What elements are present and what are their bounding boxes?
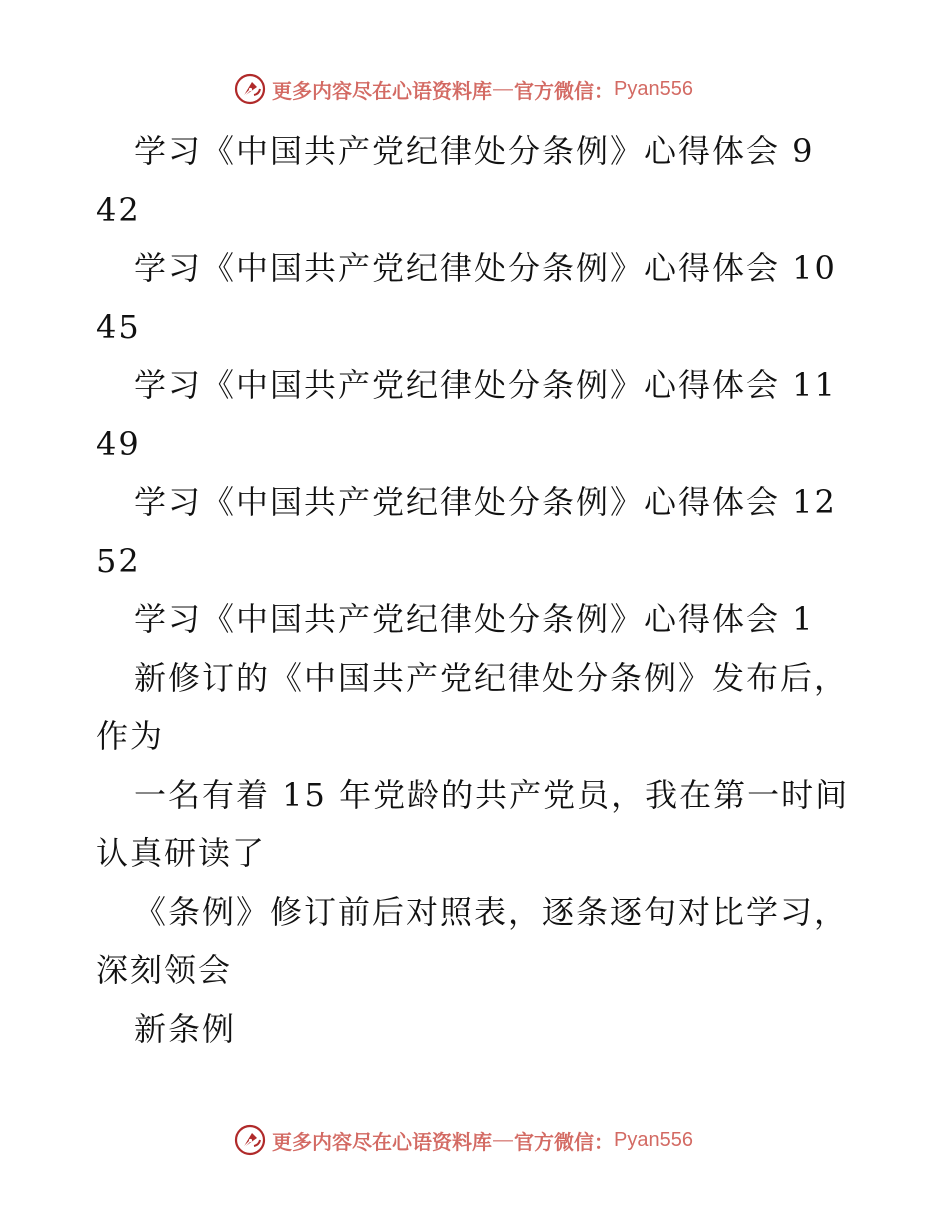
text-line: 一名有着 15 年党龄的共产党员，我在第一时间 xyxy=(134,775,850,814)
watermark-brand: 更多内容尽在心语资料库 xyxy=(272,1129,492,1154)
watermark-wechat-id: Pyan556 xyxy=(614,77,693,100)
text-line: 认真研读了 xyxy=(96,834,267,872)
footer-watermark xyxy=(234,1123,693,1157)
document-body xyxy=(96,122,856,1058)
text-line: 深刻领会 xyxy=(96,951,233,989)
watermark-wechat-id: Pyan556 xyxy=(614,1128,693,1151)
pen-nib-logo-icon xyxy=(234,1124,266,1156)
watermark-separator: — xyxy=(493,1128,513,1151)
text-line: 45 xyxy=(96,307,141,346)
watermark-wechat-label: 官方微信： xyxy=(514,78,614,103)
text-line: 52 xyxy=(96,541,141,580)
text-line: 《条例》修订前后对照表，逐条逐句对比学习， xyxy=(134,892,849,931)
text-line: 学习《中国共产党纪律处分条例》心得体会 10 xyxy=(134,249,837,287)
watermark-wechat-label: 官方微信： xyxy=(514,1129,614,1154)
text-line: 新修订的《中国共产党纪律处分条例》发布后， xyxy=(134,658,849,697)
text-line: 作为 xyxy=(96,717,165,755)
text-line: 学习《中国共产党纪律处分条例》心得体会 11 xyxy=(134,366,837,404)
text-line: 学习《中国共产党纪律处分条例》心得体会 12 xyxy=(134,483,837,521)
pen-nib-logo-icon xyxy=(234,73,266,105)
header-watermark xyxy=(234,72,693,106)
text-line: 42 xyxy=(96,190,141,229)
text-line: 49 xyxy=(96,424,141,463)
text-line: 学习《中国共产党纪律处分条例》心得体会 9 xyxy=(134,132,815,170)
text-line: 学习《中国共产党纪律处分条例》心得体会 1 xyxy=(134,600,815,638)
watermark-separator: — xyxy=(493,77,513,100)
text-line: 新条例 xyxy=(134,1009,237,1048)
watermark-brand: 更多内容尽在心语资料库 xyxy=(272,78,492,103)
